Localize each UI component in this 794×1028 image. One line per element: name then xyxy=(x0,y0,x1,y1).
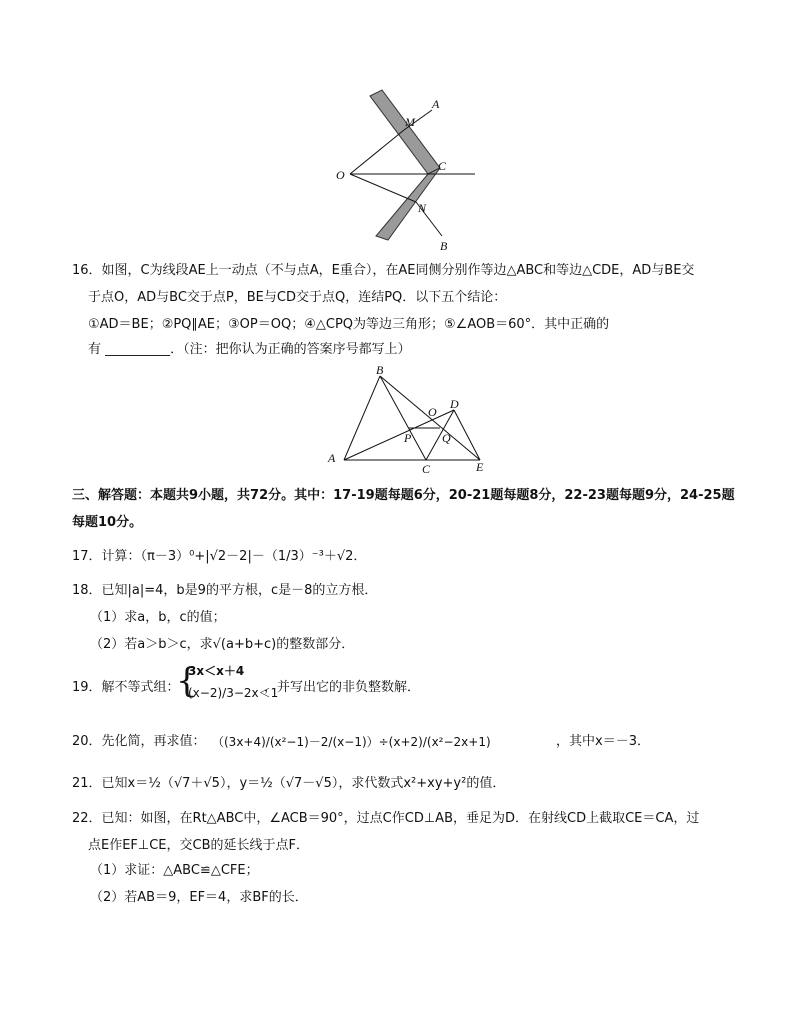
q16-line2: 于点O，AD与BC交于点P，BE与CD交于点Q，连结PQ．以下五个结论： xyxy=(88,290,507,305)
segment-BC xyxy=(380,376,426,460)
label-C: C xyxy=(422,462,431,476)
q19-suffix: ，并写出它的非负整数解． xyxy=(264,680,421,695)
segment-AD xyxy=(344,410,454,460)
label-N: N xyxy=(418,201,427,215)
figure-angle-ruler xyxy=(330,88,490,258)
q20-expression: （(3x+4)/(x²−1)－2/(x−1)）÷(x+2)/(x²−2x+1) xyxy=(212,735,491,749)
q19-inequality-1: 3x＜x＋4 xyxy=(188,664,245,678)
q22-line4: （2）若AB＝9，EF＝4，求BF的长． xyxy=(90,890,308,905)
label-M: M xyxy=(405,115,415,129)
label-O: O xyxy=(428,405,437,419)
q22-line1: 22．已知：如图，在Rt△ABC中，∠ACB＝90°，过点C作CD⊥AB，垂足为D．在射线CD上截取CE＝CA，过 xyxy=(72,811,700,826)
label-D: D xyxy=(450,397,459,411)
q17-text: 17．计算：（π－3）⁰+|√2－2|－（1/3）⁻³＋√2． xyxy=(72,549,367,564)
q18-line3: （2）若a＞b＞c，求√(a+b+c)的整数部分． xyxy=(90,637,355,652)
q21-text: 21．已知x＝½（√7＋√5），y＝½（√7－√5），求代数式x²+xy+y²的值． xyxy=(72,776,506,791)
q20-prefix: 20．先化简，再求值： xyxy=(72,734,206,749)
label-A: A xyxy=(328,451,336,465)
label-Q: Q xyxy=(442,431,451,445)
q19-brace: { xyxy=(176,661,198,701)
q16-line1: 16．如图，C为线段AE上一动点（不与点A，E重合），在AE同侧分别作等边△ABC和等边△CDE，AD与BE交 xyxy=(72,263,695,278)
q16-line4: 有 __________．（注：把你认为正确的答案序号都写上） xyxy=(88,342,411,357)
segment-DE xyxy=(454,410,480,460)
q19-prefix: 19．解不等式组： xyxy=(72,680,180,695)
q18-line1: 18．已知|a|=4，b是9的平方根，c是－8的立方根． xyxy=(72,583,378,598)
label-B: B xyxy=(440,239,448,253)
q19-inequality-2: (x−2)/3−2x＜1 xyxy=(188,686,279,700)
ray-ON xyxy=(350,174,416,202)
q22-line2: 点E作EF⊥CE，交CB的延长线于点F． xyxy=(88,838,309,853)
section3-line1: 三、解答题：本题共9小题，共72分。其中：17-19题每题6分，20-21题每题8分，22-23题每题9分，24-25题 xyxy=(72,488,735,503)
label-E: E xyxy=(476,460,484,474)
label-P: P xyxy=(404,431,412,445)
label-B: B xyxy=(376,364,384,377)
q22-line3: （1）求证：△ABC≌△CFE； xyxy=(90,863,259,878)
label-O: O xyxy=(336,168,345,182)
figure-equilateral-triangles xyxy=(322,364,492,476)
q20-suffix: ，其中x＝－3． xyxy=(556,734,650,749)
label-A: A xyxy=(432,97,440,111)
section3-line2: 每题10分。 xyxy=(72,515,143,530)
ruler-lower-bar xyxy=(376,168,440,240)
q16-line3: ①AD＝BE；②PQ∥AE；③OP＝OQ；④△CPQ为等边三角形；⑤∠AOB＝60°．其中正确的 xyxy=(88,317,610,332)
segment-AB xyxy=(344,376,380,460)
label-C: C xyxy=(438,159,447,173)
ray-OM xyxy=(350,130,404,174)
q18-line2: （1）求a，b，c的值； xyxy=(90,610,226,625)
ruler-upper-bar xyxy=(370,90,440,174)
